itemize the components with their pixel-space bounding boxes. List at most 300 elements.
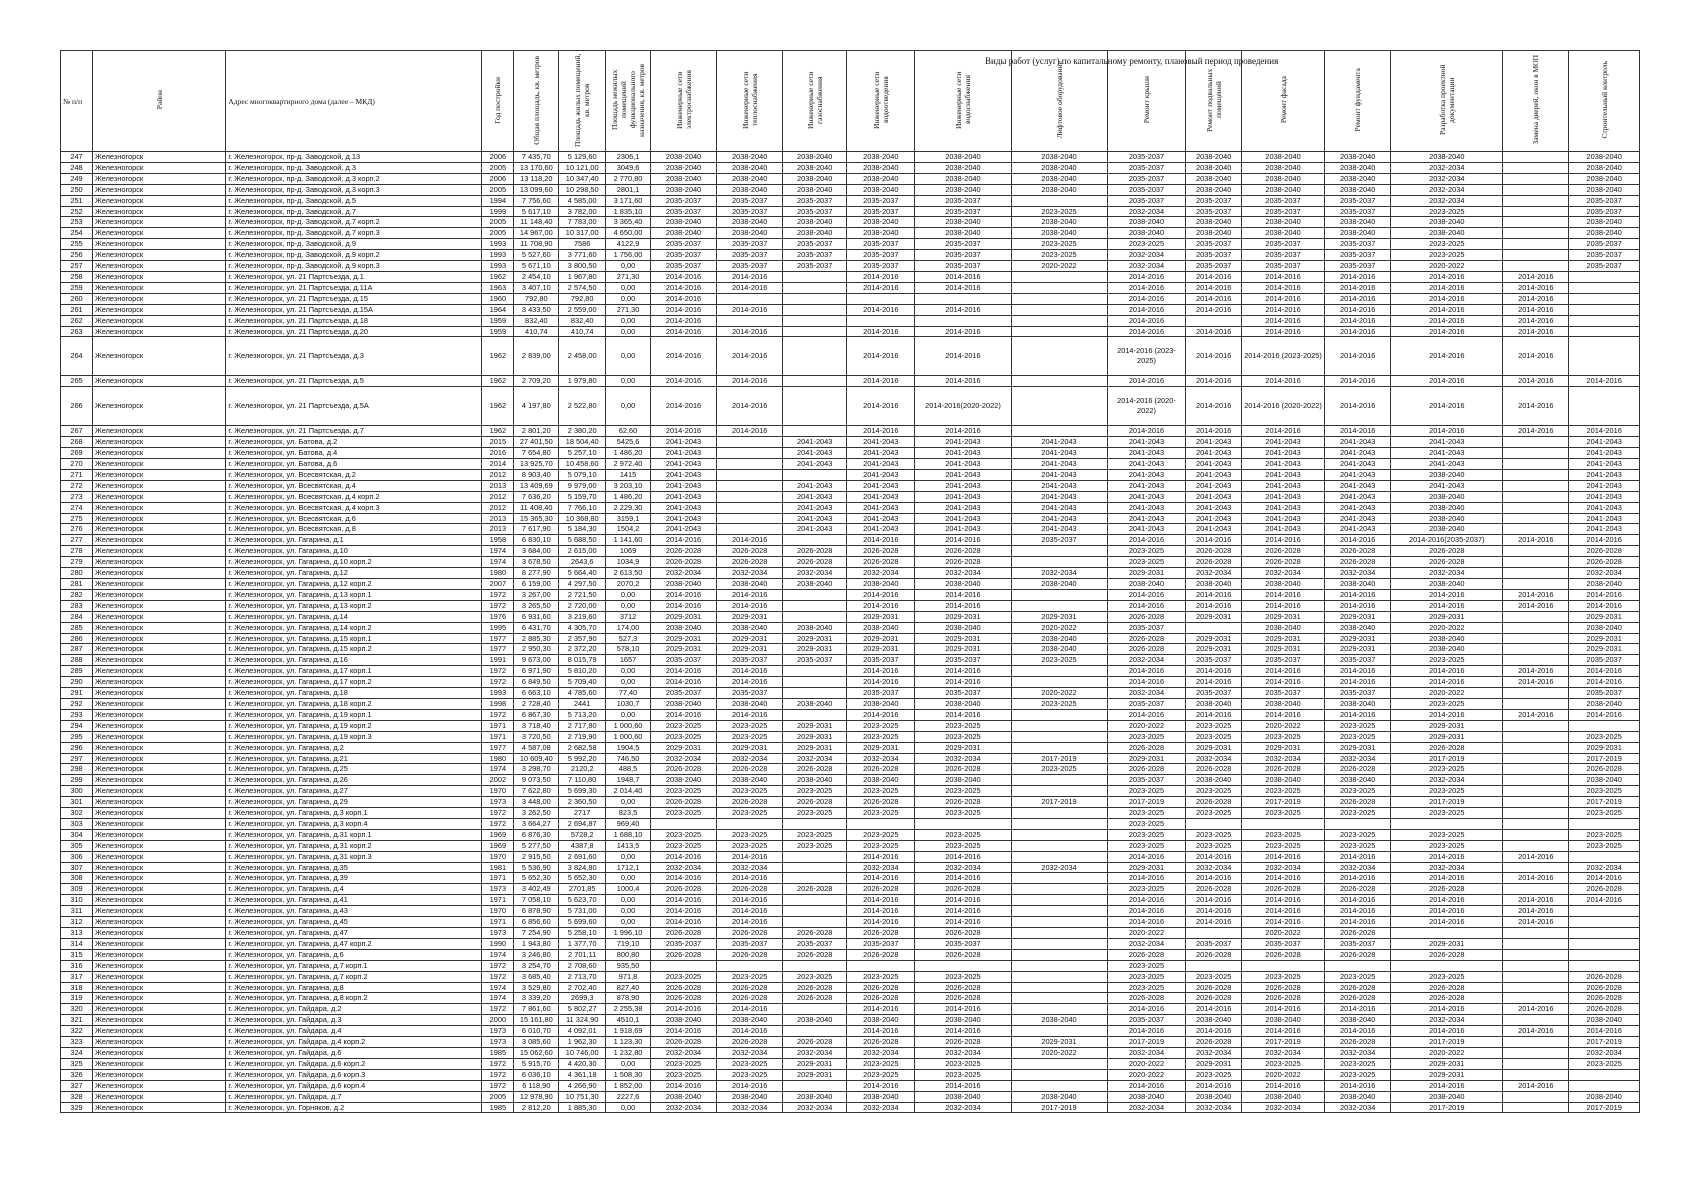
table-cell: 15 365,30: [514, 513, 559, 524]
table-cell: 2026-2028: [1569, 971, 1640, 982]
table-cell: 2023-2025: [915, 786, 1011, 797]
table-cell: [1011, 731, 1107, 742]
table-cell: 2014-2016: [915, 666, 1011, 677]
table-cell: 2041-2043: [847, 437, 915, 448]
table-cell: 2026-2028: [1325, 982, 1391, 993]
table-row: [61, 459, 1640, 470]
table-cell: 4 785,60: [559, 688, 606, 699]
table-cell: [783, 589, 847, 600]
table-cell: 2041-2043: [1569, 469, 1640, 480]
table-cell: 2041-2043: [1569, 513, 1640, 524]
table-cell: 2041-2043: [1241, 524, 1324, 535]
table-cell: [1503, 469, 1569, 480]
table-cell: 10 121,00: [559, 162, 606, 173]
table-cell: [1503, 217, 1569, 228]
table-cell: г. Железногорск, ул. Гайдара, д.4: [226, 1026, 482, 1037]
table-cell: [915, 315, 1011, 326]
table-cell: 2029-2031: [915, 644, 1011, 655]
table-cell: 969,40: [606, 818, 651, 829]
table-cell: [1011, 884, 1107, 895]
table-cell: г. Железногорск, ул. Гагарина, д.31 корп.3: [226, 851, 482, 862]
table-cell: 2038-2040: [650, 228, 716, 239]
table-cell: 2035-2037: [1186, 195, 1241, 206]
table-cell: 2035-2037: [650, 261, 716, 272]
table-cell: 2023-2025: [1391, 698, 1503, 709]
table-cell: 2035-2037: [1325, 250, 1391, 261]
table-cell: 1993: [482, 250, 514, 261]
table-cell: 0,00: [606, 337, 651, 376]
table-cell: 10 298,50: [559, 184, 606, 195]
table-cell: 2038-2040: [1241, 228, 1324, 239]
table-cell: 5728,2: [559, 829, 606, 840]
table-cell: 277: [61, 535, 93, 546]
table-cell: [783, 271, 847, 282]
table-cell: [847, 960, 915, 971]
table-cell: 2014-2016: [1503, 917, 1569, 928]
table-cell: Железногорск: [93, 633, 226, 644]
table-cell: 3 298,70: [514, 764, 559, 775]
table-cell: 9 073,50: [514, 775, 559, 786]
table-cell: 2017-2019: [1241, 797, 1324, 808]
table-cell: г. Железногорск, ул. Гагарина, д.8 корп.2: [226, 993, 482, 1004]
table-row: [61, 666, 1640, 677]
table-cell: 2029-2031: [1391, 720, 1503, 731]
table-cell: 2014-2016: [1241, 315, 1324, 326]
table-cell: 2014-2016: [847, 426, 915, 437]
table-cell: 2029-2031: [1569, 742, 1640, 753]
table-cell: 6 931,60: [514, 611, 559, 622]
table-cell: 2014-2016: [1391, 304, 1503, 315]
table-cell: 2014-2016: [847, 666, 915, 677]
table-cell: 2023-2025: [1107, 731, 1186, 742]
table-cell: г. Железногорск, ул. Гагарина, д.12: [226, 568, 482, 579]
table-cell: 1904,5: [606, 742, 651, 753]
table-cell: [783, 315, 847, 326]
table-cell: [1011, 304, 1107, 315]
table-cell: 5 258,10: [559, 928, 606, 939]
table-cell: 4122,9: [606, 239, 651, 250]
table-cell: 7 654,80: [514, 448, 559, 459]
table-cell: 2038-2040: [783, 622, 847, 633]
table-cell: г. Железногорск, ул. 21 Партсъезда, д.5: [226, 376, 482, 387]
table-cell: 303: [61, 818, 93, 829]
table-cell: 2038-2040: [1011, 184, 1107, 195]
table-cell: 2041-2043: [1011, 513, 1107, 524]
table-cell: [1503, 250, 1569, 261]
table-cell: 2014-2016: [1391, 282, 1503, 293]
table-cell: 329: [61, 1102, 93, 1113]
table-cell: 2014-2016: [1241, 293, 1324, 304]
table-row: [61, 786, 1640, 797]
table-cell: 2026-2028: [1107, 764, 1186, 775]
table-row: [61, 152, 1640, 163]
table-cell: 2023-2025: [1325, 840, 1391, 851]
table-cell: 2035-2037: [1107, 622, 1186, 633]
table-cell: Железногорск: [93, 895, 226, 906]
table-cell: 1034,9: [606, 557, 651, 568]
table-cell: 1971: [482, 895, 514, 906]
table-cell: [1011, 851, 1107, 862]
table-cell: [1503, 884, 1569, 895]
table-cell: 2014-2016: [650, 1004, 716, 1015]
table-cell: [1503, 862, 1569, 873]
table-row: [61, 1037, 1640, 1048]
table-cell: Железногорск: [93, 557, 226, 568]
table-cell: 2035-2037: [1186, 688, 1241, 699]
table-cell: 2035-2037: [1569, 250, 1640, 261]
table-cell: 0,00: [606, 293, 651, 304]
table-cell: 2029-2031: [1391, 938, 1503, 949]
table-cell: 5 129,60: [559, 152, 606, 163]
table-cell: г. Железногорск, ул. Гагарина, д.26: [226, 775, 482, 786]
table-cell: 2014-2016: [1503, 337, 1569, 376]
table-cell: 2014-2016: [650, 337, 716, 376]
table-cell: 3 262,50: [514, 808, 559, 819]
table-cell: 2014-2016: [1241, 906, 1324, 917]
table-cell: 3 085,60: [514, 1037, 559, 1048]
table-cell: 2023-2025: [1011, 655, 1107, 666]
table-cell: 0,00: [606, 895, 651, 906]
table-cell: 2035-2037: [1325, 938, 1391, 949]
table-cell: 1962: [482, 426, 514, 437]
table-cell: 292: [61, 698, 93, 709]
table-cell: 2041-2043: [1569, 459, 1640, 470]
table-cell: [1569, 938, 1640, 949]
table-cell: [1569, 1069, 1640, 1080]
table-cell: 2014-2016: [1503, 426, 1569, 437]
table-cell: 2035-2037: [1107, 152, 1186, 163]
table-cell: 2014-2016: [1503, 326, 1569, 337]
table-cell: 800,80: [606, 949, 651, 960]
table-cell: 2023-2025: [1391, 840, 1503, 851]
table-cell: 1 996,10: [606, 928, 651, 939]
table-cell: 2038-2040: [1107, 228, 1186, 239]
table-cell: 2014-2016: [847, 376, 915, 387]
table-cell: 410,74: [559, 326, 606, 337]
table-cell: 1972: [482, 709, 514, 720]
table-cell: 2014-2016: [1391, 326, 1503, 337]
table-cell: 2038-2040: [717, 1015, 783, 1026]
table-cell: 2032-2034: [847, 1047, 915, 1058]
table-cell: [1503, 184, 1569, 195]
table-cell: [1569, 326, 1640, 337]
column-header-9: [783, 51, 847, 152]
table-cell: 2014-2016: [1325, 873, 1391, 884]
table-cell: 280: [61, 568, 93, 579]
table-cell: 2038-2040: [847, 228, 915, 239]
table-cell: Железногорск: [93, 829, 226, 840]
table-cell: 2120,2: [559, 764, 606, 775]
table-cell: 1977: [482, 644, 514, 655]
table-cell: 1973: [482, 928, 514, 939]
table-cell: 251: [61, 195, 93, 206]
table-cell: 2032-2034: [1107, 250, 1186, 261]
table-cell: 2038-2040: [1241, 1091, 1324, 1102]
table-cell: 2014-2016: [1241, 709, 1324, 720]
table-cell: 2041-2043: [1325, 469, 1391, 480]
table-cell: 5 699,60: [559, 917, 606, 928]
table-cell: 5 688,50: [559, 535, 606, 546]
table-cell: 2038-2040: [1325, 698, 1391, 709]
table-cell: 2035-2037: [1569, 688, 1640, 699]
table-cell: 2038-2040: [1186, 1015, 1241, 1026]
table-cell: 2014-2016: [1107, 282, 1186, 293]
table-cell: 4 305,70: [559, 622, 606, 633]
table-cell: 2041-2043: [1186, 448, 1241, 459]
table-cell: 3 529,80: [514, 982, 559, 993]
table-cell: 1 918,69: [606, 1026, 651, 1037]
table-cell: 2014-2016 (2020-2022): [1241, 387, 1324, 426]
table-cell: 324: [61, 1047, 93, 1058]
table-cell: 2032-2034: [1107, 1102, 1186, 1113]
table-cell: [1503, 938, 1569, 949]
table-cell: [1011, 906, 1107, 917]
table-cell: 2038-2040: [1569, 775, 1640, 786]
table-cell: 2032-2034: [1325, 1047, 1391, 1058]
table-cell: 2032-2034: [1391, 1015, 1503, 1026]
table-row: [61, 742, 1640, 753]
column-header-19: [1569, 51, 1640, 152]
table-cell: 2023-2025: [847, 808, 915, 819]
table-cell: 2038-2040: [717, 622, 783, 633]
table-cell: 2041-2043: [915, 524, 1011, 535]
table-cell: 2014-2016: [1107, 873, 1186, 884]
column-header-18: [1503, 51, 1569, 152]
table-cell: г. Железногорск, ул. Гагарина, д.2: [226, 742, 482, 753]
table-cell: [1011, 709, 1107, 720]
table-cell: 746,50: [606, 753, 651, 764]
table-cell: 2014-2016: [1503, 666, 1569, 677]
column-header-1: [93, 51, 226, 152]
table-cell: 1962: [482, 387, 514, 426]
table-cell: 2038-2040: [1011, 1015, 1107, 1026]
table-cell: 2038-2040: [1569, 698, 1640, 709]
table-cell: 286: [61, 633, 93, 644]
table-cell: 2026-2028: [1569, 764, 1640, 775]
document-sheet: [60, 50, 1640, 1113]
table-cell: 2041-2043: [1569, 480, 1640, 491]
table-cell: 2038-2040: [1325, 184, 1391, 195]
column-header-label: Лифтовое оборудование: [1054, 61, 1064, 139]
table-cell: 2020-2022: [1107, 928, 1186, 939]
table-cell: 2029-2031: [1325, 742, 1391, 753]
table-row: [61, 677, 1640, 688]
table-cell: 2035-2037: [1241, 655, 1324, 666]
table-cell: 2014-2016: [1107, 315, 1186, 326]
table-header: [61, 51, 1640, 152]
table-cell: 2014-2016: [1241, 851, 1324, 862]
table-cell: 5425,6: [606, 437, 651, 448]
table-cell: 271,30: [606, 271, 651, 282]
table-cell: 2023-2025: [1186, 1069, 1241, 1080]
table-cell: [783, 917, 847, 928]
table-cell: [783, 426, 847, 437]
table-cell: 311: [61, 906, 93, 917]
table-row: [61, 557, 1640, 568]
table-cell: 2041-2043: [1325, 524, 1391, 535]
table-cell: 2017-2019: [1569, 1102, 1640, 1113]
table-cell: 2035-2037: [1569, 239, 1640, 250]
table-cell: 2026-2028: [650, 797, 716, 808]
table-cell: 2035-2037: [915, 688, 1011, 699]
table-row: [61, 568, 1640, 579]
table-cell: 2023-2025: [717, 971, 783, 982]
table-cell: 2041-2043: [1011, 524, 1107, 535]
table-cell: 15 161,80: [514, 1015, 559, 1026]
table-cell: 2014-2016: [1503, 600, 1569, 611]
table-cell: [1241, 960, 1324, 971]
table-cell: 2041-2043: [650, 437, 716, 448]
table-cell: 5 652,30: [559, 873, 606, 884]
table-cell: 2041-2043: [1186, 437, 1241, 448]
table-cell: 2041-2043: [783, 480, 847, 491]
table-cell: [1503, 688, 1569, 699]
table-cell: 1972: [482, 818, 514, 829]
table-cell: 318: [61, 982, 93, 993]
table-cell: 7 110,80: [559, 775, 606, 786]
table-cell: 2005: [482, 217, 514, 228]
table-cell: 2029-2031: [915, 611, 1011, 622]
column-header-label: Инженерные сети газоснабжения: [805, 71, 824, 129]
table-row: [61, 239, 1640, 250]
table-cell: [1569, 720, 1640, 731]
table-cell: Железногорск: [93, 698, 226, 709]
table-cell: [1503, 480, 1569, 491]
table-cell: 5 992,20: [559, 753, 606, 764]
table-cell: 2014-2016: [650, 282, 716, 293]
table-cell: 2032-2034: [717, 1047, 783, 1058]
table-cell: Железногорск: [93, 622, 226, 633]
table-cell: 271: [61, 469, 93, 480]
table-cell: г. Железногорск, ул. 21 Партсъезда, д.5А: [226, 387, 482, 426]
table-cell: 15 062,60: [514, 1047, 559, 1058]
table-cell: 2014-2016: [847, 282, 915, 293]
table-cell: 2014-2016: [1325, 535, 1391, 546]
table-cell: 281: [61, 579, 93, 590]
table-cell: 1959: [482, 315, 514, 326]
table-cell: 2014-2016: [717, 709, 783, 720]
table-cell: 2026-2028: [1241, 993, 1324, 1004]
table-cell: 2014-2016: [1186, 851, 1241, 862]
table-cell: Железногорск: [93, 1058, 226, 1069]
table-cell: 0,00: [606, 677, 651, 688]
table-cell: 2032-2034: [1241, 1047, 1324, 1058]
table-cell: 2038-2040: [1241, 184, 1324, 195]
table-cell: 2026-2028: [783, 1037, 847, 1048]
table-cell: [1011, 337, 1107, 376]
table-cell: 2035-2037: [1186, 250, 1241, 261]
table-cell: 2035-2037: [717, 250, 783, 261]
table-cell: [1011, 1026, 1107, 1037]
table-cell: 312: [61, 917, 93, 928]
table-cell: 2041-2043: [1186, 469, 1241, 480]
table-cell: [783, 862, 847, 873]
table-cell: Железногорск: [93, 513, 226, 524]
table-cell: [1503, 1047, 1569, 1058]
table-cell: 2 950,30: [514, 644, 559, 655]
table-cell: 2014-2016: [847, 851, 915, 862]
table-cell: 13 409,69: [514, 480, 559, 491]
table-cell: г. Железногорск, ул. Гагарина, д.39: [226, 873, 482, 884]
table-cell: 2014-2016: [1569, 677, 1640, 688]
table-cell: Железногорск: [93, 1015, 226, 1026]
table-cell: 2014-2016: [1325, 282, 1391, 293]
table-cell: [915, 293, 1011, 304]
table-cell: Железногорск: [93, 535, 226, 546]
table-cell: 2070,2: [606, 579, 651, 590]
table-cell: г. Железногорск, ул. 21 Партсъезда, д.1: [226, 271, 482, 282]
table-cell: 2038-2040: [1391, 513, 1503, 524]
table-cell: 2035-2037: [1107, 162, 1186, 173]
table-cell: г. Железногорск, ул. Гагарина, д.12 корп.2: [226, 579, 482, 590]
table-cell: 2014-2016: [1186, 304, 1241, 315]
table-cell: [1011, 271, 1107, 282]
table-cell: 1971: [482, 917, 514, 928]
table-cell: [783, 337, 847, 376]
table-cell: [1391, 818, 1503, 829]
table-cell: 2029-2031: [1325, 644, 1391, 655]
table-cell: [1503, 753, 1569, 764]
table-cell: 1985: [482, 1047, 514, 1058]
table-cell: 2032-2034: [650, 1102, 716, 1113]
table-cell: 2026-2028: [1186, 982, 1241, 993]
table-row: [61, 753, 1640, 764]
table-cell: 488,5: [606, 764, 651, 775]
table-cell: г. Железногорск, ул. Гайдара, д.6 корп.3: [226, 1069, 482, 1080]
table-cell: 2029-2031: [717, 742, 783, 753]
table-cell: 2014-2016: [1391, 709, 1503, 720]
table-cell: 2026-2028: [783, 557, 847, 568]
table-cell: [783, 666, 847, 677]
table-cell: [1569, 818, 1640, 829]
table-cell: 2035-2037: [847, 206, 915, 217]
table-cell: 2032-2034: [1011, 568, 1107, 579]
table-cell: Железногорск: [93, 818, 226, 829]
table-cell: 290: [61, 677, 93, 688]
table-cell: 2020-2022: [1011, 622, 1107, 633]
table-cell: 2041-2043: [1569, 437, 1640, 448]
table-cell: 2038-2040: [1011, 644, 1107, 655]
table-cell: 1 756,00: [606, 250, 651, 261]
table-cell: 2023-2025: [717, 829, 783, 840]
table-cell: 2012: [482, 502, 514, 513]
table-cell: 2038-2040: [1107, 217, 1186, 228]
table-cell: 319: [61, 993, 93, 1004]
table-cell: 2026-2028: [847, 949, 915, 960]
table-cell: 2026-2028: [1186, 949, 1241, 960]
table-cell: 2035-2037: [717, 938, 783, 949]
table-cell: 0,00: [606, 376, 651, 387]
table-cell: [783, 469, 847, 480]
table-cell: 2014-2016: [1325, 895, 1391, 906]
table-cell: 2023-2025: [1011, 239, 1107, 250]
table-cell: [1011, 786, 1107, 797]
table-cell: 2035-2037: [847, 688, 915, 699]
table-cell: 287: [61, 644, 93, 655]
table-cell: [1569, 271, 1640, 282]
table-cell: 3 800,50: [559, 261, 606, 272]
table-cell: 3 684,00: [514, 546, 559, 557]
table-cell: 4 361,18: [559, 1069, 606, 1080]
table-cell: 2014-2016: [717, 535, 783, 546]
table-cell: 27 401,50: [514, 437, 559, 448]
table-cell: 2014-2016: [915, 376, 1011, 387]
table-cell: 2038-2040: [1391, 502, 1503, 513]
table-cell: 0,00: [606, 261, 651, 272]
table-cell: [1503, 655, 1569, 666]
table-cell: 2026-2028: [650, 982, 716, 993]
table-cell: 2023-2025: [650, 731, 716, 742]
